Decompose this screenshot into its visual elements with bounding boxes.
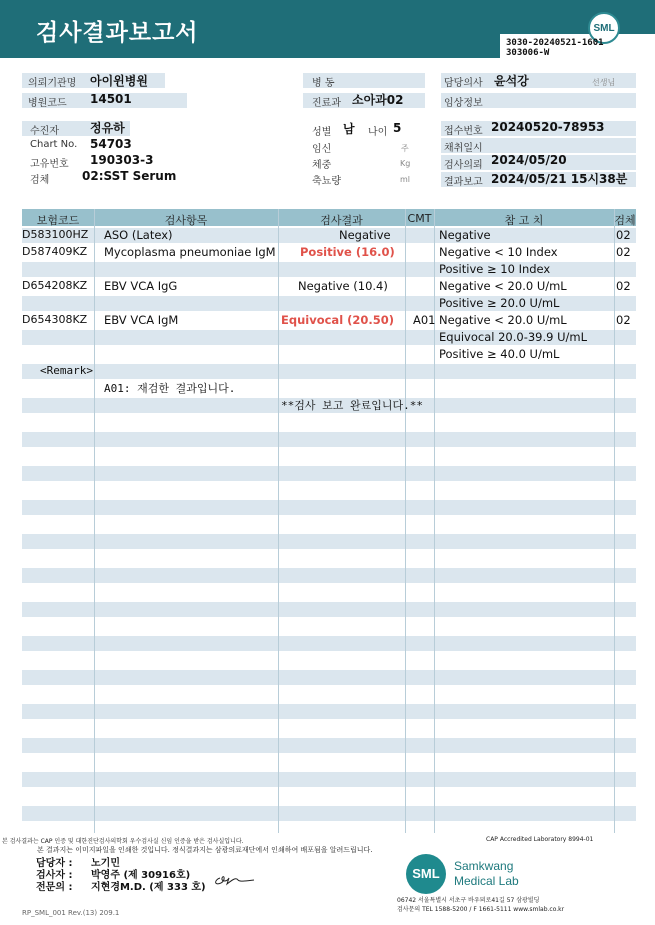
column-divider xyxy=(405,209,406,833)
weight-unit: Kg xyxy=(400,159,411,168)
doctor-suffix: 선생님 xyxy=(592,78,616,87)
dept-value: 소아과02 xyxy=(352,93,404,107)
column-divider xyxy=(434,209,435,833)
report-complete-text: **검사 보고 완료입니다.** xyxy=(281,399,423,412)
table-stripe xyxy=(22,704,636,719)
col-header-code: 보험코드 xyxy=(36,214,80,227)
table-row-cmt: A01 xyxy=(413,313,436,327)
specimen-label: 검체 xyxy=(30,175,50,186)
table-row-result-equivocal: Equivocal (20.50) xyxy=(281,313,395,327)
table-stripe xyxy=(22,738,636,753)
institution-label: 의뢰기관명 xyxy=(28,78,77,89)
table-row-result: Negative (10.4) xyxy=(298,279,388,293)
unique-value: 190303-3 xyxy=(90,153,154,167)
cap-text: CAP Accredited Laboratory 8994-01 xyxy=(486,836,594,843)
urine-unit: ml xyxy=(400,175,411,184)
signer-value: 노기민 xyxy=(91,858,120,869)
institution-value: 아이윈병원 xyxy=(90,74,148,88)
sex-label: 성별 xyxy=(312,127,332,138)
pregnancy-label: 임신 xyxy=(312,144,332,155)
col-header-ref: 참 고 치 xyxy=(504,214,544,227)
table-row-code: D587409KZ xyxy=(22,245,88,258)
table-row-code: D583100HZ xyxy=(22,228,89,241)
table-stripe xyxy=(22,534,636,549)
signature-icon xyxy=(212,868,258,888)
table-row-ref: Positive ≥ 40.0 U/mL xyxy=(439,347,560,361)
table-row-ref: Negative < 20.0 U/mL xyxy=(439,313,567,327)
dept-label: 진료과 xyxy=(312,98,341,109)
sml-footer-logo-icon: SML xyxy=(406,854,446,894)
chart-value: 54703 xyxy=(90,137,132,151)
chart-label: Chart No. xyxy=(30,139,78,150)
table-stripe xyxy=(22,670,636,685)
table-stripe xyxy=(22,432,636,447)
table-row-specimen: 02 xyxy=(616,279,631,293)
pregnancy-unit: 주 xyxy=(401,144,409,153)
lab-contact: 검사문의 TEL 1588-5200 / F 1661-5111 www.smlab.co.kr xyxy=(397,906,565,913)
request-value: 2024/05/20 xyxy=(491,153,567,167)
specimen-value: 02:SST Serum xyxy=(82,169,177,183)
ward-label: 병 동 xyxy=(312,78,335,89)
table-row-item: Mycoplasma pneumoniae IgM xyxy=(104,245,276,259)
table-row-ref: Positive ≥ 20.0 U/mL xyxy=(439,296,560,310)
table-row-item: EBV VCA IgG xyxy=(104,279,178,293)
form-number: RP_SML_001 Rev.(13) 209.1 xyxy=(22,909,120,917)
lab-address: 06742 서울특별시 서초구 바우뫼로41길 57 삼광빌딩 xyxy=(397,897,540,904)
patient-value: 정유하 xyxy=(90,121,125,135)
notice-text: 본 결과지는 이미지파일을 인쇄한 것입니다. 정식결과지는 삼광의료재단에서 인쇄하여 배포됨을 알려드립니다. xyxy=(37,846,373,854)
table-stripe xyxy=(22,806,636,821)
col-header-cmt: CMT xyxy=(407,212,432,225)
expert-label: 전문의 : xyxy=(36,882,73,893)
table-stripe xyxy=(22,602,636,617)
table-row-item: EBV VCA IgM xyxy=(104,313,179,327)
clinical-label: 임상정보 xyxy=(444,98,483,109)
urine-label: 축뇨량 xyxy=(312,176,341,187)
disclaimer-text: 본 검사결과는 CAP 인증 및 대한진단검사의학회 우수검사실 신임 인증을 받은 검사실입니다. xyxy=(2,838,244,845)
doctor-label: 담당의사 xyxy=(444,78,483,89)
table-row-ref: Positive ≥ 10 Index xyxy=(439,262,551,276)
table-row-ref: Negative < 10 Index xyxy=(439,245,558,259)
table-stripe xyxy=(22,466,636,481)
table-row-result: Negative xyxy=(339,228,391,242)
col-header-specimen: 검체 xyxy=(614,214,636,227)
hospital-code-value: 14501 xyxy=(90,92,132,106)
table-row-ref: Negative < 20.0 U/mL xyxy=(439,279,567,293)
report-date-label: 결과보고 xyxy=(444,177,483,188)
table-row-code: D654208KZ xyxy=(22,279,88,292)
col-header-result: 검사결과 xyxy=(320,214,363,227)
table-row-specimen: 02 xyxy=(616,245,631,259)
column-divider xyxy=(614,209,615,833)
table-stripe xyxy=(22,568,636,583)
table-row-specimen: 02 xyxy=(616,313,631,327)
table-row-ref: Negative xyxy=(439,228,491,242)
table-stripe xyxy=(22,636,636,651)
table-row-specimen: 02 xyxy=(616,228,631,242)
column-divider xyxy=(278,209,279,833)
sml-logo-icon: SML xyxy=(588,12,620,44)
sex-value: 남 xyxy=(343,122,355,136)
table-row-ref: Equivocal 20.0-39.9 U/mL xyxy=(439,330,588,344)
receipt-value: 20240520-78953 xyxy=(491,120,605,134)
table-row-code: D654308KZ xyxy=(22,313,88,326)
weight-label: 체중 xyxy=(312,160,332,171)
lab-name-line1: Samkwang xyxy=(454,859,514,873)
table-stripe xyxy=(22,500,636,515)
column-divider xyxy=(94,209,95,833)
age-label: 나이 xyxy=(368,127,388,138)
table-stripe xyxy=(22,364,636,379)
tester-value: 박영주 (제 30916호) xyxy=(91,870,191,881)
age-value: 5 xyxy=(393,121,402,135)
signer-label: 담당자 : xyxy=(36,858,73,869)
report-id-2: 303006-W xyxy=(506,48,550,58)
remark-text: A01: 재검한 결과입니다. xyxy=(104,382,236,395)
table-stripe xyxy=(22,772,636,787)
patient-label: 수진자 xyxy=(30,126,59,137)
report-id-1: 3030-20240521-1601 xyxy=(506,38,604,48)
table-row-result-positive: Positive (16.0) xyxy=(300,245,395,259)
remark-label: <Remark> xyxy=(40,364,93,377)
collect-label: 채취일시 xyxy=(444,143,483,154)
tester-label: 검사자 : xyxy=(36,870,73,881)
col-header-item: 검사항목 xyxy=(164,214,208,227)
report-date-value: 2024/05/21 15시38분 xyxy=(491,172,628,186)
request-label: 검사의뢰 xyxy=(444,160,483,171)
lab-name-line2: Medical Lab xyxy=(454,874,519,888)
report-title: 검사결과보고서 xyxy=(36,20,199,46)
unique-label: 고유번호 xyxy=(30,159,69,170)
expert-value: 지현경M.D. (제 333 호) xyxy=(91,882,206,893)
table-row-item: ASO (Latex) xyxy=(104,228,173,242)
doctor-value: 윤석강 xyxy=(494,74,529,88)
hospital-code-label: 병원코드 xyxy=(28,98,67,109)
receipt-label: 접수번호 xyxy=(444,126,483,137)
